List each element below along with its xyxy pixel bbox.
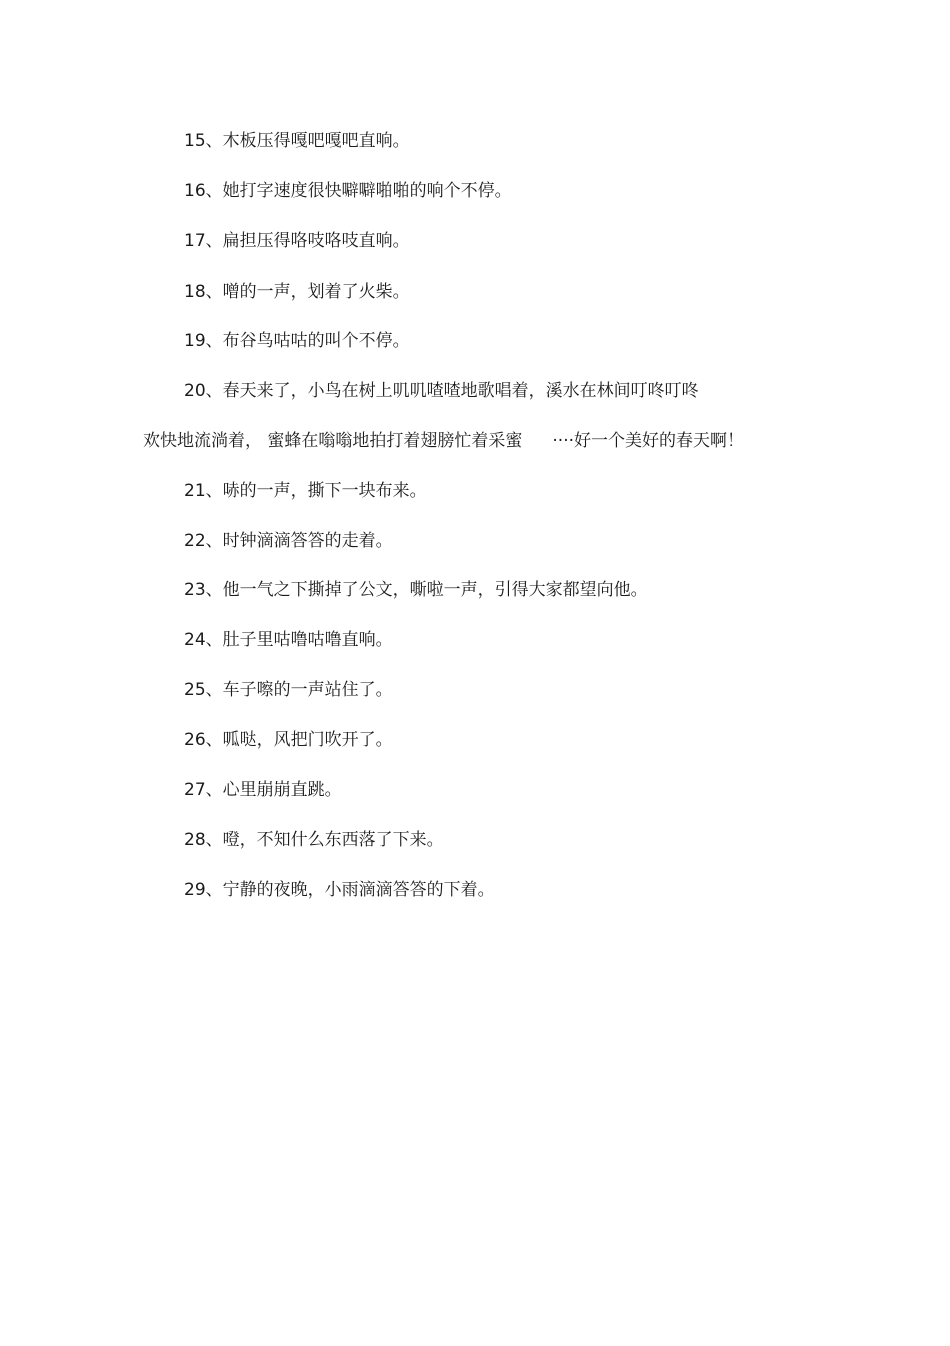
- sentence-18: 18、噌的一声，划着了火柴。: [184, 282, 410, 302]
- sentence-20-continuation: [143, 430, 744, 452]
- sentence-20: 20、春天来了，小鸟在树上叽叽喳喳地歌唱着，溪水在林间叮咚叮咚: [184, 381, 699, 401]
- sentence-20-continuation-part1: 欢快地流淌着， 蜜蜂在嗡嗡地拍打着翅膀忙着采蜜: [143, 431, 523, 451]
- sentence-17: 17、扁担压得咯吱咯吱直响。: [184, 231, 410, 251]
- sentence-19: 19、布谷鸟咕咕的叫个不停。: [184, 331, 410, 351]
- sentence-16: 16、她打字速度很快噼噼啪啪的响个不停。: [184, 181, 512, 201]
- sentence-23: 23、他一气之下撕掉了公文，嘶啦一声，引得大家都望向他。: [184, 580, 648, 600]
- sentence-22: 22、时钟滴滴答答的走着。: [184, 531, 393, 551]
- sentence-28: 28、噔，不知什么东西落了下来。: [184, 830, 444, 850]
- sentence-27: 27、心里崩崩直跳。: [184, 780, 342, 800]
- sentence-21: 21、哧的一声，撕下一块布来。: [184, 481, 427, 501]
- sentence-29: 29、宁静的夜晚，小雨滴滴答答的下着。: [184, 880, 495, 900]
- sentence-15: 15、木板压得嘎吧嘎吧直响。: [184, 131, 410, 151]
- sentence-24: 24、肚子里咕噜咕噜直响。: [184, 630, 393, 650]
- sentence-26: 26、呱哒，风把门吹开了。: [184, 730, 393, 750]
- sentence-20-continuation-part2: ····好一个美好的春天啊！: [552, 431, 745, 451]
- sentence-25: 25、车子嚓的一声站住了。: [184, 680, 393, 700]
